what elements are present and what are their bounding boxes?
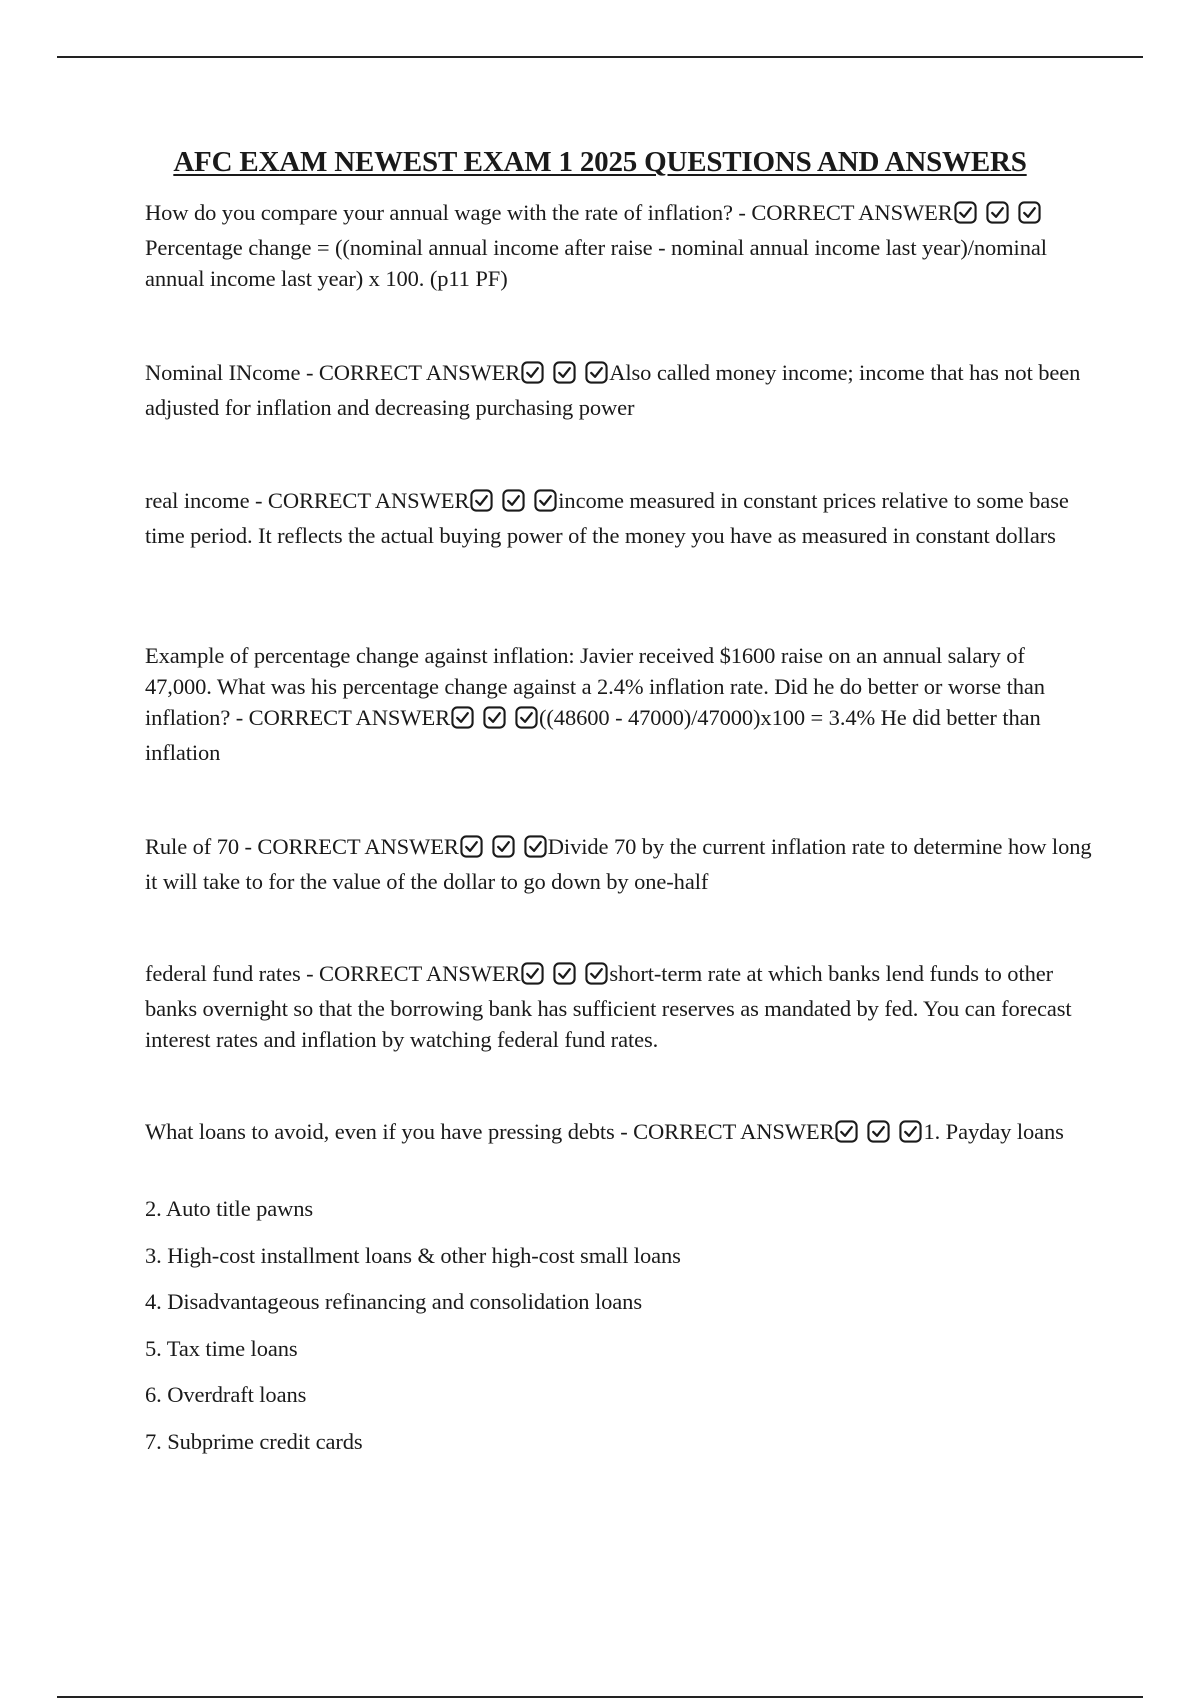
answer-text: Also called money income; income that has not been adjusted for inflation and decreasing purchasing power (145, 360, 1081, 420)
checkbox-checked-icon (553, 361, 576, 384)
qa-entry-5 (145, 831, 1095, 897)
checkbox-checked-icon (460, 835, 483, 858)
check-marks (460, 835, 547, 866)
checkbox-checked-icon (521, 361, 544, 384)
qa-entry-3 (145, 485, 1095, 551)
answer-text: income measured in constant prices relative to some base time period. It reflects the actual buying power of the money you have as measured in constant dollars (145, 488, 1069, 548)
qa-entry-2 (145, 357, 1095, 423)
page-title: AFC EXAM NEWEST EXAM 1 2025 QUESTIONS AND ANSWERS (173, 146, 1027, 178)
checkbox-checked-icon (492, 835, 515, 858)
question-text: Rule of 70 - CORRECT ANSWER (145, 834, 459, 859)
checkbox-checked-icon (954, 201, 977, 224)
checkbox-checked-icon (553, 962, 576, 985)
checkbox-checked-icon (899, 1120, 922, 1143)
loan-list-item: 5. Tax time loans (145, 1336, 298, 1361)
bottom-rule (57, 1696, 1143, 1698)
checkbox-checked-icon (524, 835, 547, 858)
qa-entry-1 (145, 197, 1095, 294)
checkbox-checked-icon (585, 962, 608, 985)
loan-list-item: 2. Auto title pawns (145, 1196, 314, 1221)
answer-text: 1. Payday loans (923, 1119, 1064, 1144)
question-text: federal fund rates - CORRECT ANSWER (145, 961, 521, 986)
question-text: What loans to avoid, even if you have pressing debts - CORRECT ANSWER (145, 1119, 835, 1144)
checkbox-checked-icon (585, 361, 608, 384)
qa-entry-7 (145, 1116, 1095, 1151)
answer-text: ((48600 - 47000)/47000)x100 = 3.4% He did better than inflation (145, 705, 1041, 765)
checkbox-checked-icon (502, 489, 525, 512)
check-marks (835, 1120, 922, 1151)
question-text: Nominal INcome - CORRECT ANSWER (145, 360, 521, 385)
checkbox-checked-icon (483, 706, 506, 729)
question-text: Example of percentage change against inflation: Javier received $1600 raise on an annual salary of 47,000. What was his percentage change against a 2.4% inflation rate. Did he do better or worse than inflation? - CORRECT ANSWER (145, 643, 1045, 730)
answer-text: short-term rate at which banks lend funds to other banks overnight so that the borrowing bank has sufficient reserves as mandated by fed. You can forecast interest rates and inflation by watching federal fund rates. (145, 961, 1072, 1052)
check-marks (521, 962, 608, 993)
top-rule (57, 56, 1143, 58)
loan-list-item: 4. Disadvantageous refinancing and consolidation loans (145, 1289, 642, 1314)
checkbox-checked-icon (470, 489, 493, 512)
question-text: How do you compare your annual wage with the rate of inflation? - CORRECT ANSWER (145, 200, 953, 225)
loan-list-item: 3. High-cost installment loans & other high-cost small loans (145, 1243, 681, 1268)
loan-list-item: 6. Overdraft loans (145, 1382, 307, 1407)
check-marks (954, 201, 1041, 232)
checkbox-checked-icon (835, 1120, 858, 1143)
checkbox-checked-icon (986, 201, 1009, 224)
answer-text: Percentage change = ((nominal annual income after raise - nominal annual income last year)/nominal annual income last year) x 100. (p11 PF) (145, 235, 1047, 291)
checkbox-checked-icon (515, 706, 538, 729)
check-marks (470, 489, 557, 520)
qa-entry-4 (145, 640, 1095, 768)
check-marks (521, 361, 608, 392)
question-text: real income - CORRECT ANSWER (145, 488, 470, 513)
checkbox-checked-icon (521, 962, 544, 985)
checkbox-checked-icon (867, 1120, 890, 1143)
qa-entry-6 (145, 958, 1095, 1055)
checkbox-checked-icon (451, 706, 474, 729)
checkbox-checked-icon (534, 489, 557, 512)
answer-text: Divide 70 by the current inflation rate to determine how long it will take to for the value of the dollar to go down by one-half (145, 834, 1092, 894)
loan-list-item: 7. Subprime credit cards (145, 1429, 363, 1454)
checkbox-checked-icon (1018, 201, 1041, 224)
check-marks (451, 706, 538, 737)
